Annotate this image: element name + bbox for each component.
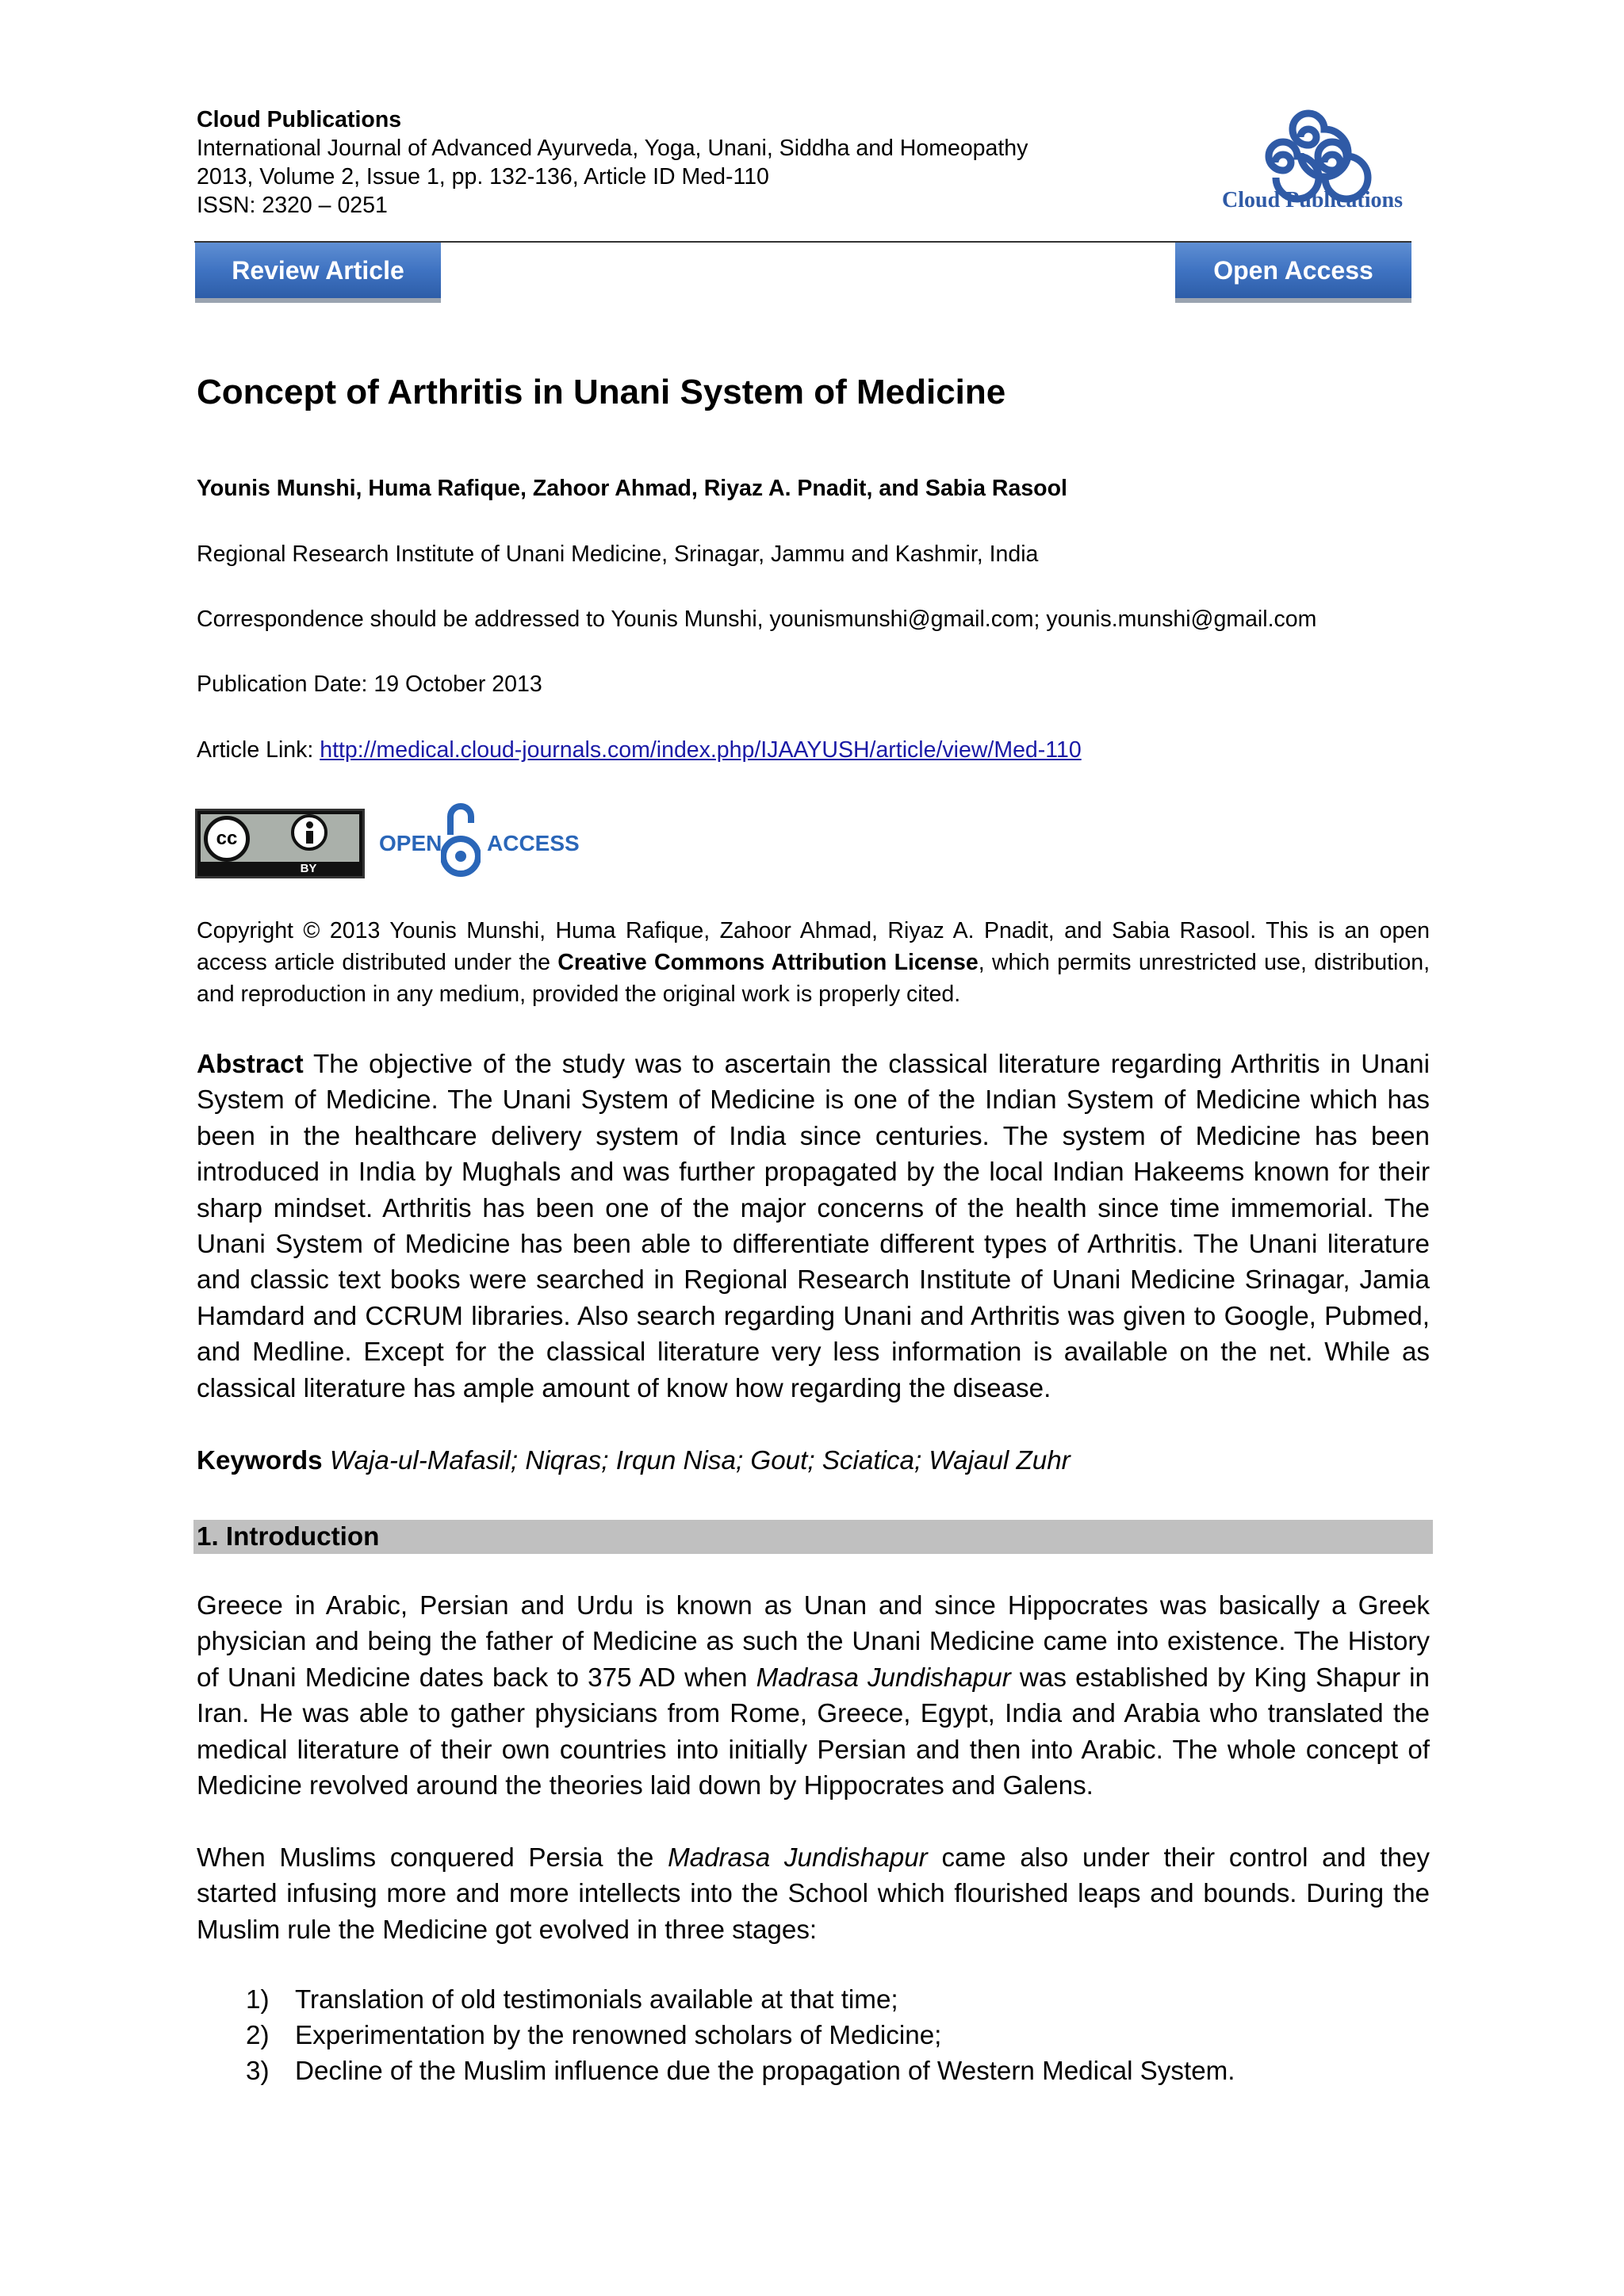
article-title: Concept of Arthritis in Unani System of Medicine [197, 373, 1006, 411]
abstract-text: The objective of the study was to ascertain the classical literature regarding Arthritis in Unani System of Medicine. The Unani System of Medicine is one of the Indian System of Medicine which has been in the healthcare delivery system of India since centuries. The system of Medicine has been introduced in India by Mughals and was further propagated by the local Indian Hakeems known for their sharp mindset. Arthritis has been one of the major concerns of the health since time immemorial. The Unani System of Medicine has been able to differentiate different types of Arthritis. The Unani literature and classic text books were searched in Regional Research Institute of Unani Medicine Srinagar, Jamia Hamdard and CCRUM libraries. Also search regarding Unani and Arthritis was given to Google, Pubmed, and Medline. Except for the classical literature very less information is available on the net. While as classical literature has ample amount of know how regarding the disease. [197, 1050, 1430, 1403]
review-article-tab: Review Article [195, 243, 441, 303]
list-item-number: 3) [246, 2057, 270, 2086]
copyright-text: Copyright © 2013 Younis Munshi, Huma Rafique, Zahoor Ahmad, Riyaz A. Pnadit, and Sabia Rasool. This is an open access article distributed under the [197, 918, 1430, 975]
open-lock-icon [441, 799, 481, 882]
intro-p1-text: Greece in Arabic, Persian and Urdu is known as Unan and since Hippocrates was basically a Greek physician and being the father of Medicine as such the Unani Medicine came into existence. The History of Unani Medicine dates back to 375 AD when [197, 1591, 1430, 1693]
list-item-text: Translation of old testimonials available at that time; [295, 1985, 898, 2015]
article-link-label: Article Link: [197, 737, 320, 763]
abstract [197, 1047, 1430, 1406]
volume-info: 2013, Volume 2, Issue 1, pp. 132-136, Article ID Med-110 [197, 164, 769, 189]
license-name: Creative Commons Attribution License [557, 950, 979, 975]
authors: Younis Munshi, Huma Rafique, Zahoor Ahmad, Riyaz A. Pnadit, and Sabia Rasool [197, 476, 1067, 501]
list-item-number: 1) [246, 1985, 270, 2015]
intro-p1-emphasis: Madrasa Jundishapur [756, 1663, 1011, 1693]
article-link[interactable]: http://medical.cloud-journals.com/index.php/IJAAYUSH/article/view/Med-110 [320, 737, 1082, 763]
list-item-number: 2) [246, 2021, 270, 2050]
intro-p2-text: When Muslims conquered Persia the [197, 1843, 668, 1873]
issn: ISSN: 2320 – 0251 [197, 193, 388, 218]
intro-p1-text-end: was established by King Shapur in Iran. He was able to gather physicians from Rome, Greece, Egypt, India and Arabia who translated the medical literature of their own countries into initially Persian and then into Arabic. The whole concept of Medicine revolved around the theories laid down by Hippocrates and Galens. [197, 1663, 1431, 1801]
correspondence: Correspondence should be addressed to Younis Munshi, younismunshi@gmail.com; younis.munshi@gmail.com [197, 607, 1317, 632]
cc-by-label: BY [300, 862, 317, 875]
cloud-publications-logo [1205, 99, 1419, 218]
affiliation: Regional Research Institute of Unani Medicine, Srinagar, Jammu and Kashmir, India [197, 541, 1039, 567]
logo-text: Cloud Publications [1222, 188, 1403, 212]
intro-p2-emphasis: Madrasa Jundishapur [668, 1843, 928, 1873]
cc-by-badge[interactable] [195, 809, 365, 878]
cc-icon: cc [204, 816, 250, 862]
list-item-text: Decline of the Muslim influence due the propagation of Western Medical System. [295, 2057, 1235, 2086]
publication-date: Publication Date: 19 October 2013 [197, 672, 542, 697]
open-access-tab: Open Access [1175, 243, 1411, 303]
keywords [197, 1443, 1430, 1479]
copyright-text-end: , which permits unrestricted use, distribution, and reproduction in any medium, provided the original work is properly cited. [197, 950, 1430, 1007]
intro-p2-text-end: came also under their control and they started infusing more and more intellects into the School which flourished leaps and bounds. During the Muslim rule the Medicine got evolved in three stages: [197, 1843, 1431, 1945]
introduction-heading: 1. Introduction [193, 1520, 1433, 1554]
journal-name: International Journal of Advanced Ayurveda, Yoga, Unani, Siddha and Homeopathy [197, 136, 1028, 161]
list-item-text: Experimentation by the renowned scholars of Medicine; [295, 2021, 942, 2050]
keywords-text: Waja-ul-Mafasil; Niqras; Irqun Nisa; Gout; Sciatica; Wajaul Zuhr [322, 1446, 1071, 1475]
open-access-left-text: OPEN [379, 831, 442, 855]
intro-paragraph-2 [197, 1840, 1430, 1948]
open-access-badge [379, 798, 580, 882]
open-access-right-text: ACCESS [487, 831, 580, 855]
abstract-label: Abstract [197, 1050, 304, 1079]
publisher-name: Cloud Publications [197, 107, 402, 132]
copyright-notice [197, 915, 1430, 1010]
article-link-line [197, 737, 1082, 763]
attribution-person-icon [291, 814, 327, 851]
keywords-label: Keywords [197, 1446, 323, 1475]
intro-paragraph-1 [197, 1588, 1430, 1804]
